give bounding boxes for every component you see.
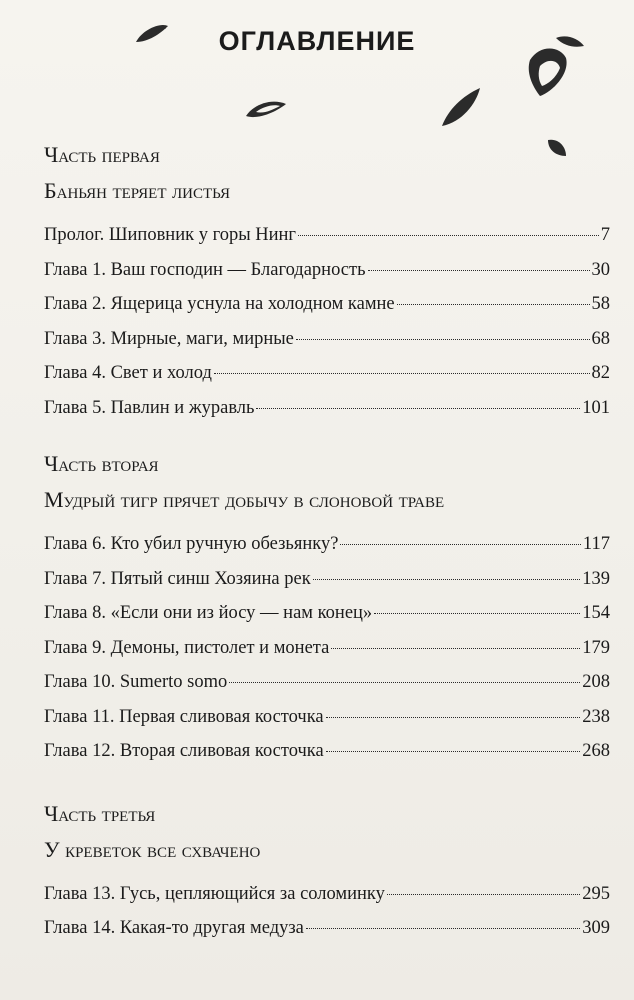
toc-entry[interactable] <box>44 879 610 914</box>
toc-entry[interactable] <box>44 667 610 702</box>
part-label: Часть первая <box>44 142 160 167</box>
entry-page: 58 <box>591 294 610 314</box>
entry-title: Глава 6. Кто убил ручную обезьянку? <box>44 534 339 554</box>
entry-page: 208 <box>582 672 610 692</box>
entry-page: 179 <box>582 637 610 658</box>
toc-entry[interactable] <box>44 736 610 771</box>
part-1 <box>44 140 610 427</box>
toc-entry[interactable] <box>44 358 610 393</box>
dot-leader <box>331 648 580 649</box>
part-title: Мудрый тигр прячет добычу в слоновой траве <box>44 487 445 512</box>
entry-page: 154 <box>582 603 610 623</box>
spacer <box>44 439 610 449</box>
dot-leader <box>326 751 581 752</box>
toc-entry[interactable] <box>44 598 610 633</box>
entry-page: 82 <box>591 363 610 383</box>
toc-entry[interactable] <box>44 255 610 290</box>
dot-leader <box>374 613 580 614</box>
toc-entry[interactable] <box>44 324 610 359</box>
entry-title: Глава 5. Павлин и журавль <box>44 397 255 418</box>
part-label: Часть третья <box>44 800 156 826</box>
entry-title: Глава 8. «Если они из йосу — нам конец» <box>44 603 373 623</box>
toc-entry[interactable] <box>44 289 610 324</box>
entry-title: Глава 7. Пятый синш Хозяина рек <box>44 568 311 589</box>
toc-entry[interactable] <box>44 564 610 599</box>
part-label: Часть вторая <box>44 451 159 476</box>
table-of-contents <box>44 140 610 960</box>
toc-entry[interactable] <box>44 702 610 737</box>
part-title: Баньян теряет листья <box>44 178 230 203</box>
entry-title: Глава 1. Ваш господин — Благодарность <box>44 259 366 280</box>
entry-page: 7 <box>600 225 610 245</box>
dot-leader <box>214 373 590 374</box>
toc-entry[interactable] <box>44 393 610 428</box>
dot-leader <box>256 408 580 409</box>
entry-title: Глава 9. Демоны, пистолет и монета <box>44 637 330 658</box>
toc-entry[interactable] <box>44 913 610 948</box>
dot-leader <box>296 339 590 340</box>
dot-leader <box>340 544 580 545</box>
petal-icon <box>442 88 480 126</box>
entry-title: Глава 14. Какая-то другая медуза <box>44 918 304 938</box>
entry-page: 68 <box>591 328 610 349</box>
entry-title: Глава 10. Sumerto somo <box>44 672 228 692</box>
dot-leader <box>229 682 580 683</box>
toc-entry[interactable] <box>44 529 610 564</box>
entry-page: 117 <box>582 534 610 554</box>
toc-heading: ОГЛАВЛЕНИЕ <box>218 26 416 56</box>
dot-leader <box>397 304 590 305</box>
toc-entry[interactable] <box>44 633 610 668</box>
entry-page: 30 <box>591 259 610 280</box>
dot-leader <box>306 928 580 929</box>
dot-leader <box>326 717 581 718</box>
part-3 <box>44 799 610 948</box>
entry-title: Пролог. Шиповник у горы Нинг <box>44 225 297 245</box>
dot-leader <box>298 235 599 236</box>
toc-entry[interactable] <box>44 220 610 255</box>
entry-title: Глава 12. Вторая сливовая косточка <box>44 741 324 761</box>
part-2 <box>44 449 610 771</box>
dot-leader <box>313 579 581 580</box>
dot-leader <box>387 894 580 895</box>
entry-page: 268 <box>582 741 610 761</box>
entry-page: 309 <box>582 918 610 938</box>
entry-page: 101 <box>582 397 610 418</box>
entry-title: Глава 13. Гусь, цепляющийся за соломинку <box>44 883 385 904</box>
entry-title: Глава 2. Ящерица уснула на холодном камне <box>44 294 395 314</box>
entry-title: Глава 11. Первая сливовая косточка <box>44 706 324 727</box>
entry-page: 295 <box>582 883 610 904</box>
entry-title: Глава 4. Свет и холод <box>44 363 212 383</box>
part-title: У креветок все схвачено <box>44 836 261 862</box>
entry-page: 139 <box>582 568 610 589</box>
dot-leader <box>368 270 590 271</box>
spacer <box>44 783 610 799</box>
entry-page: 238 <box>582 706 610 727</box>
entry-title: Глава 3. Мирные, маги, мирные <box>44 328 294 349</box>
